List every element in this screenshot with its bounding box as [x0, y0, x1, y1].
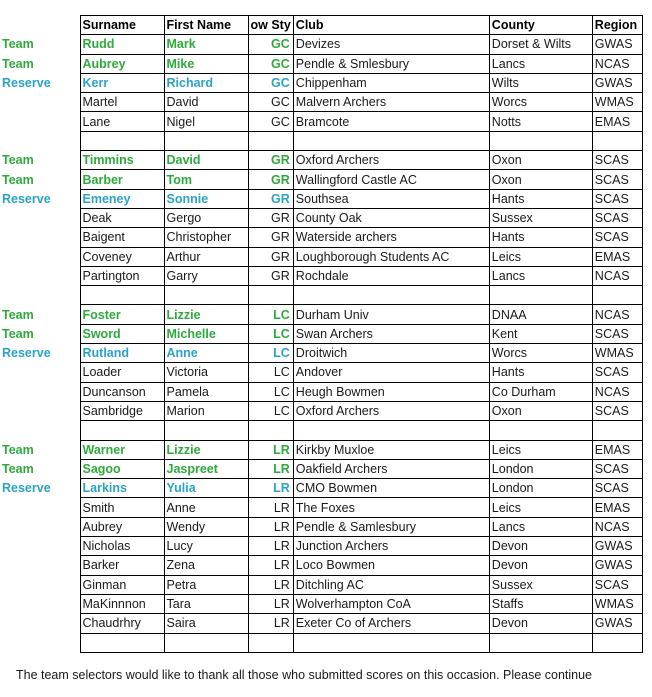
county-cell: Dorset & Wilts	[489, 35, 592, 54]
county-cell: Sussex	[489, 575, 592, 594]
first-name-cell: Pamela	[164, 382, 248, 401]
county-cell: Sussex	[489, 208, 592, 227]
role-cell: Team	[2, 153, 34, 168]
county-cell: Notts	[489, 112, 592, 131]
role-cell: Reserve	[2, 76, 51, 91]
bow-style-cell: LR	[248, 498, 293, 517]
first-name-cell: Sonnie	[164, 189, 248, 208]
first-name-cell: Lizzie	[164, 440, 248, 459]
role-cell	[0, 556, 80, 575]
bow-style-cell: LC	[248, 324, 293, 343]
table-row	[0, 363, 642, 382]
region-cell: WMAS	[592, 344, 642, 363]
bow-style-cell: GC	[248, 54, 293, 73]
club-cell: Pendle & Smlesbury	[293, 54, 489, 73]
bow-style-cell: LR	[248, 575, 293, 594]
role-cell	[0, 112, 80, 131]
table-row	[0, 324, 642, 343]
surname-cell: Duncanson	[80, 382, 164, 401]
table-row	[0, 382, 642, 401]
table-row	[0, 266, 642, 285]
county-cell: Leics	[489, 247, 592, 266]
table-row	[0, 498, 642, 517]
bow-style-cell	[248, 286, 293, 305]
surname-cell: Martel	[80, 93, 164, 112]
header-row	[0, 16, 642, 35]
table-row	[0, 440, 642, 459]
club-cell: Oxford Archers	[293, 401, 489, 420]
header-region: Region	[592, 16, 642, 35]
table-row	[0, 517, 642, 536]
table-row	[0, 556, 642, 575]
bow-style-cell: LC	[248, 344, 293, 363]
table-row	[0, 228, 642, 247]
role-cell: Team	[2, 461, 34, 476]
first-name-cell: Garry	[164, 266, 248, 285]
bow-style-cell	[248, 131, 293, 150]
bow-style-cell: GR	[248, 189, 293, 208]
region-cell: WMAS	[592, 594, 642, 613]
surname-cell	[80, 633, 164, 652]
region-cell: NCAS	[592, 266, 642, 285]
bow-style-cell: GR	[248, 266, 293, 285]
surname-cell: Smith	[80, 498, 164, 517]
county-cell: Devon	[489, 537, 592, 556]
role-cell	[0, 382, 80, 401]
surname-cell: Emeney	[80, 189, 164, 208]
county-cell: Lancs	[489, 517, 592, 536]
region-cell: GWAS	[592, 35, 642, 54]
first-name-cell: Petra	[164, 575, 248, 594]
surname-cell: Kerr	[80, 73, 164, 92]
first-name-cell: Tom	[164, 170, 248, 189]
club-cell: Wolverhampton CoA	[293, 594, 489, 613]
first-name-cell: Jaspreet	[164, 459, 248, 478]
first-name-cell: Victoria	[164, 363, 248, 382]
first-name-cell: Saira	[164, 614, 248, 633]
first-name-cell: Yulia	[164, 479, 248, 498]
bow-style-cell: LC	[248, 382, 293, 401]
header-surname: Surname	[80, 16, 164, 35]
bow-style-cell: LC	[248, 363, 293, 382]
region-cell: SCAS	[592, 363, 642, 382]
surname-cell: Warner	[80, 440, 164, 459]
region-cell	[592, 421, 642, 440]
first-name-cell: Wendy	[164, 517, 248, 536]
county-cell: London	[489, 459, 592, 478]
club-cell: Pendle & Samlesbury	[293, 517, 489, 536]
region-cell: GWAS	[592, 73, 642, 92]
region-cell: GWAS	[592, 537, 642, 556]
surname-cell: Larkins	[80, 479, 164, 498]
club-cell: Waterside archers	[293, 228, 489, 247]
county-cell: Worcs	[489, 344, 592, 363]
table-row	[0, 479, 642, 498]
region-cell: GWAS	[592, 556, 642, 575]
blank-row	[0, 286, 642, 305]
bow-style-cell: GR	[248, 247, 293, 266]
surname-cell: Barker	[80, 556, 164, 575]
county-cell: Devon	[489, 556, 592, 575]
first-name-cell: Mike	[164, 54, 248, 73]
county-cell	[489, 131, 592, 150]
first-name-cell: Richard	[164, 73, 248, 92]
blank-row	[0, 421, 642, 440]
surname-cell: Loader	[80, 363, 164, 382]
table-row	[0, 35, 642, 54]
first-name-cell: Nigel	[164, 112, 248, 131]
role-cell	[0, 421, 80, 440]
first-name-cell	[164, 286, 248, 305]
surname-cell: Sambridge	[80, 401, 164, 420]
selection-sheet	[0, 15, 643, 653]
surname-cell	[80, 286, 164, 305]
surname-cell: Partington	[80, 266, 164, 285]
role-cell	[0, 537, 80, 556]
role-cell: Reserve	[2, 191, 51, 206]
bow-style-cell: GR	[248, 170, 293, 189]
club-cell: Junction Archers	[293, 537, 489, 556]
county-cell: Devon	[489, 614, 592, 633]
bow-style-cell: LC	[248, 305, 293, 324]
role-cell	[0, 363, 80, 382]
county-cell: Hants	[489, 228, 592, 247]
bow-style-cell: GR	[248, 151, 293, 170]
table-row	[0, 594, 642, 613]
first-name-cell: Mark	[164, 35, 248, 54]
county-cell: Hants	[489, 363, 592, 382]
surname-cell: Ginman	[80, 575, 164, 594]
county-cell: Hants	[489, 189, 592, 208]
club-cell: Durham Univ	[293, 305, 489, 324]
county-cell: London	[489, 479, 592, 498]
club-cell: County Oak	[293, 208, 489, 227]
table-row	[0, 614, 642, 633]
surname-cell: Aubrey	[80, 54, 164, 73]
county-cell: Oxon	[489, 401, 592, 420]
region-cell: EMAS	[592, 498, 642, 517]
bow-style-cell: LR	[248, 517, 293, 536]
surname-cell: Deak	[80, 208, 164, 227]
region-cell: NCAS	[592, 382, 642, 401]
club-cell: Oxford Archers	[293, 151, 489, 170]
table-row	[0, 247, 642, 266]
county-cell: Staffs	[489, 594, 592, 613]
region-cell: EMAS	[592, 112, 642, 131]
county-cell: Lancs	[489, 54, 592, 73]
role-cell: Team	[2, 37, 34, 52]
bow-style-cell: LR	[248, 614, 293, 633]
first-name-cell: Lizzie	[164, 305, 248, 324]
bow-style-cell: GC	[248, 93, 293, 112]
region-cell: SCAS	[592, 170, 642, 189]
table-row	[0, 537, 642, 556]
first-name-cell: Gergo	[164, 208, 248, 227]
surname-cell: Lane	[80, 112, 164, 131]
surname-cell: Rudd	[80, 35, 164, 54]
table-body	[0, 16, 642, 653]
table-row	[0, 170, 642, 189]
role-cell	[0, 633, 80, 652]
club-cell: Rochdale	[293, 266, 489, 285]
club-cell: Devizes	[293, 35, 489, 54]
first-name-cell: Zena	[164, 556, 248, 575]
county-cell: Oxon	[489, 170, 592, 189]
region-cell: EMAS	[592, 247, 642, 266]
table-row	[0, 73, 642, 92]
county-cell: DNAA	[489, 305, 592, 324]
header-role-cell	[0, 16, 80, 35]
club-cell	[293, 286, 489, 305]
role-cell	[0, 208, 80, 227]
role-cell	[0, 228, 80, 247]
blank-row	[0, 131, 642, 150]
footer-text: The team selectors would like to thank all those who submitted scores on this occasion. Please continue	[16, 668, 593, 682]
region-cell: NCAS	[592, 54, 642, 73]
role-cell: Team	[2, 56, 34, 71]
role-cell	[0, 517, 80, 536]
table-row	[0, 189, 642, 208]
region-cell: SCAS	[592, 151, 642, 170]
header-club: Club	[293, 16, 489, 35]
county-cell: Leics	[489, 440, 592, 459]
club-cell	[293, 131, 489, 150]
region-cell: SCAS	[592, 479, 642, 498]
club-cell: Chippenham	[293, 73, 489, 92]
bow-style-cell	[248, 633, 293, 652]
county-cell: Wilts	[489, 73, 592, 92]
role-cell	[0, 575, 80, 594]
region-cell	[592, 286, 642, 305]
first-name-cell: Anne	[164, 498, 248, 517]
region-cell: NCAS	[592, 517, 642, 536]
role-cell	[0, 594, 80, 613]
first-name-cell: Marion	[164, 401, 248, 420]
surname-cell: Chaudrhry	[80, 614, 164, 633]
role-cell	[0, 131, 80, 150]
region-cell: SCAS	[592, 189, 642, 208]
bow-style-cell: LR	[248, 440, 293, 459]
table-row	[0, 459, 642, 478]
first-name-cell: David	[164, 93, 248, 112]
table-row	[0, 401, 642, 420]
role-cell: Reserve	[2, 346, 51, 361]
bow-style-cell: GR	[248, 208, 293, 227]
club-cell: Kirkby Muxloe	[293, 440, 489, 459]
role-cell	[0, 247, 80, 266]
club-cell: Droitwich	[293, 344, 489, 363]
table-row	[0, 112, 642, 131]
surname-cell: Sagoo	[80, 459, 164, 478]
club-cell: Southsea	[293, 189, 489, 208]
role-cell	[0, 401, 80, 420]
county-cell: Worcs	[489, 93, 592, 112]
surname-cell: Rutland	[80, 344, 164, 363]
surname-cell: Sword	[80, 324, 164, 343]
county-cell: Co Durham	[489, 382, 592, 401]
table-row	[0, 208, 642, 227]
header-county: County	[489, 16, 592, 35]
club-cell: Andover	[293, 363, 489, 382]
club-cell	[293, 421, 489, 440]
region-cell	[592, 131, 642, 150]
role-cell: Team	[2, 326, 34, 341]
club-cell	[293, 633, 489, 652]
club-cell: Ditchling AC	[293, 575, 489, 594]
region-cell: EMAS	[592, 440, 642, 459]
first-name-cell: Arthur	[164, 247, 248, 266]
club-cell: Swan Archers	[293, 324, 489, 343]
club-cell: Heugh Bowmen	[293, 382, 489, 401]
role-cell	[0, 614, 80, 633]
club-cell: Wallingford Castle AC	[293, 170, 489, 189]
region-cell: WMAS	[592, 93, 642, 112]
first-name-cell: Lucy	[164, 537, 248, 556]
surname-cell: Foster	[80, 305, 164, 324]
county-cell: Kent	[489, 324, 592, 343]
county-cell	[489, 633, 592, 652]
bow-style-cell: LC	[248, 401, 293, 420]
bow-style-cell: LR	[248, 459, 293, 478]
region-cell	[592, 633, 642, 652]
bow-style-cell: LR	[248, 556, 293, 575]
role-cell: Team	[2, 307, 34, 322]
surname-cell: Timmins	[80, 151, 164, 170]
role-cell: Reserve	[2, 481, 51, 496]
first-name-cell: Michelle	[164, 324, 248, 343]
bow-style-cell: GC	[248, 35, 293, 54]
table-row	[0, 151, 642, 170]
role-cell: Team	[2, 172, 34, 187]
club-cell: Malvern Archers	[293, 93, 489, 112]
surname-cell: MaKinnnon	[80, 594, 164, 613]
club-cell: Oakfield Archers	[293, 459, 489, 478]
region-cell: SCAS	[592, 575, 642, 594]
header-bow-style: ow Sty	[248, 16, 293, 35]
role-cell	[0, 498, 80, 517]
bow-style-cell: LR	[248, 537, 293, 556]
region-cell: SCAS	[592, 324, 642, 343]
club-cell: Loughborough Students AC	[293, 247, 489, 266]
club-cell: CMO Bowmen	[293, 479, 489, 498]
surname-cell: Baigent	[80, 228, 164, 247]
club-cell: Exeter Co of Archers	[293, 614, 489, 633]
table-row	[0, 93, 642, 112]
club-cell: The Foxes	[293, 498, 489, 517]
surname-cell: Coveney	[80, 247, 164, 266]
bow-style-cell	[248, 421, 293, 440]
surname-cell: Aubrey	[80, 517, 164, 536]
region-cell: SCAS	[592, 401, 642, 420]
role-cell	[0, 286, 80, 305]
first-name-cell: Christopher	[164, 228, 248, 247]
first-name-cell: Tara	[164, 594, 248, 613]
first-name-cell	[164, 421, 248, 440]
table-row	[0, 575, 642, 594]
header-first-name: First Name	[164, 16, 248, 35]
county-cell: Leics	[489, 498, 592, 517]
bow-style-cell: GR	[248, 228, 293, 247]
bow-style-cell: GC	[248, 73, 293, 92]
county-cell	[489, 286, 592, 305]
role-cell	[0, 93, 80, 112]
county-cell: Oxon	[489, 151, 592, 170]
table-row	[0, 344, 642, 363]
first-name-cell: David	[164, 151, 248, 170]
region-cell: SCAS	[592, 208, 642, 227]
county-cell	[489, 421, 592, 440]
surname-cell	[80, 131, 164, 150]
selection-table	[0, 15, 643, 653]
region-cell: SCAS	[592, 228, 642, 247]
blank-row	[0, 633, 642, 652]
region-cell: GWAS	[592, 614, 642, 633]
table-row	[0, 54, 642, 73]
first-name-cell	[164, 131, 248, 150]
bow-style-cell: LR	[248, 594, 293, 613]
county-cell: Lancs	[489, 266, 592, 285]
role-cell: Team	[2, 442, 34, 457]
club-cell: Loco Bowmen	[293, 556, 489, 575]
bow-style-cell: GC	[248, 112, 293, 131]
region-cell: SCAS	[592, 459, 642, 478]
surname-cell	[80, 421, 164, 440]
surname-cell: Barber	[80, 170, 164, 189]
bow-style-cell: LR	[248, 479, 293, 498]
surname-cell: Nicholas	[80, 537, 164, 556]
first-name-cell: Anne	[164, 344, 248, 363]
role-cell	[0, 266, 80, 285]
region-cell: NCAS	[592, 305, 642, 324]
first-name-cell	[164, 633, 248, 652]
table-row	[0, 305, 642, 324]
club-cell: Bramcote	[293, 112, 489, 131]
